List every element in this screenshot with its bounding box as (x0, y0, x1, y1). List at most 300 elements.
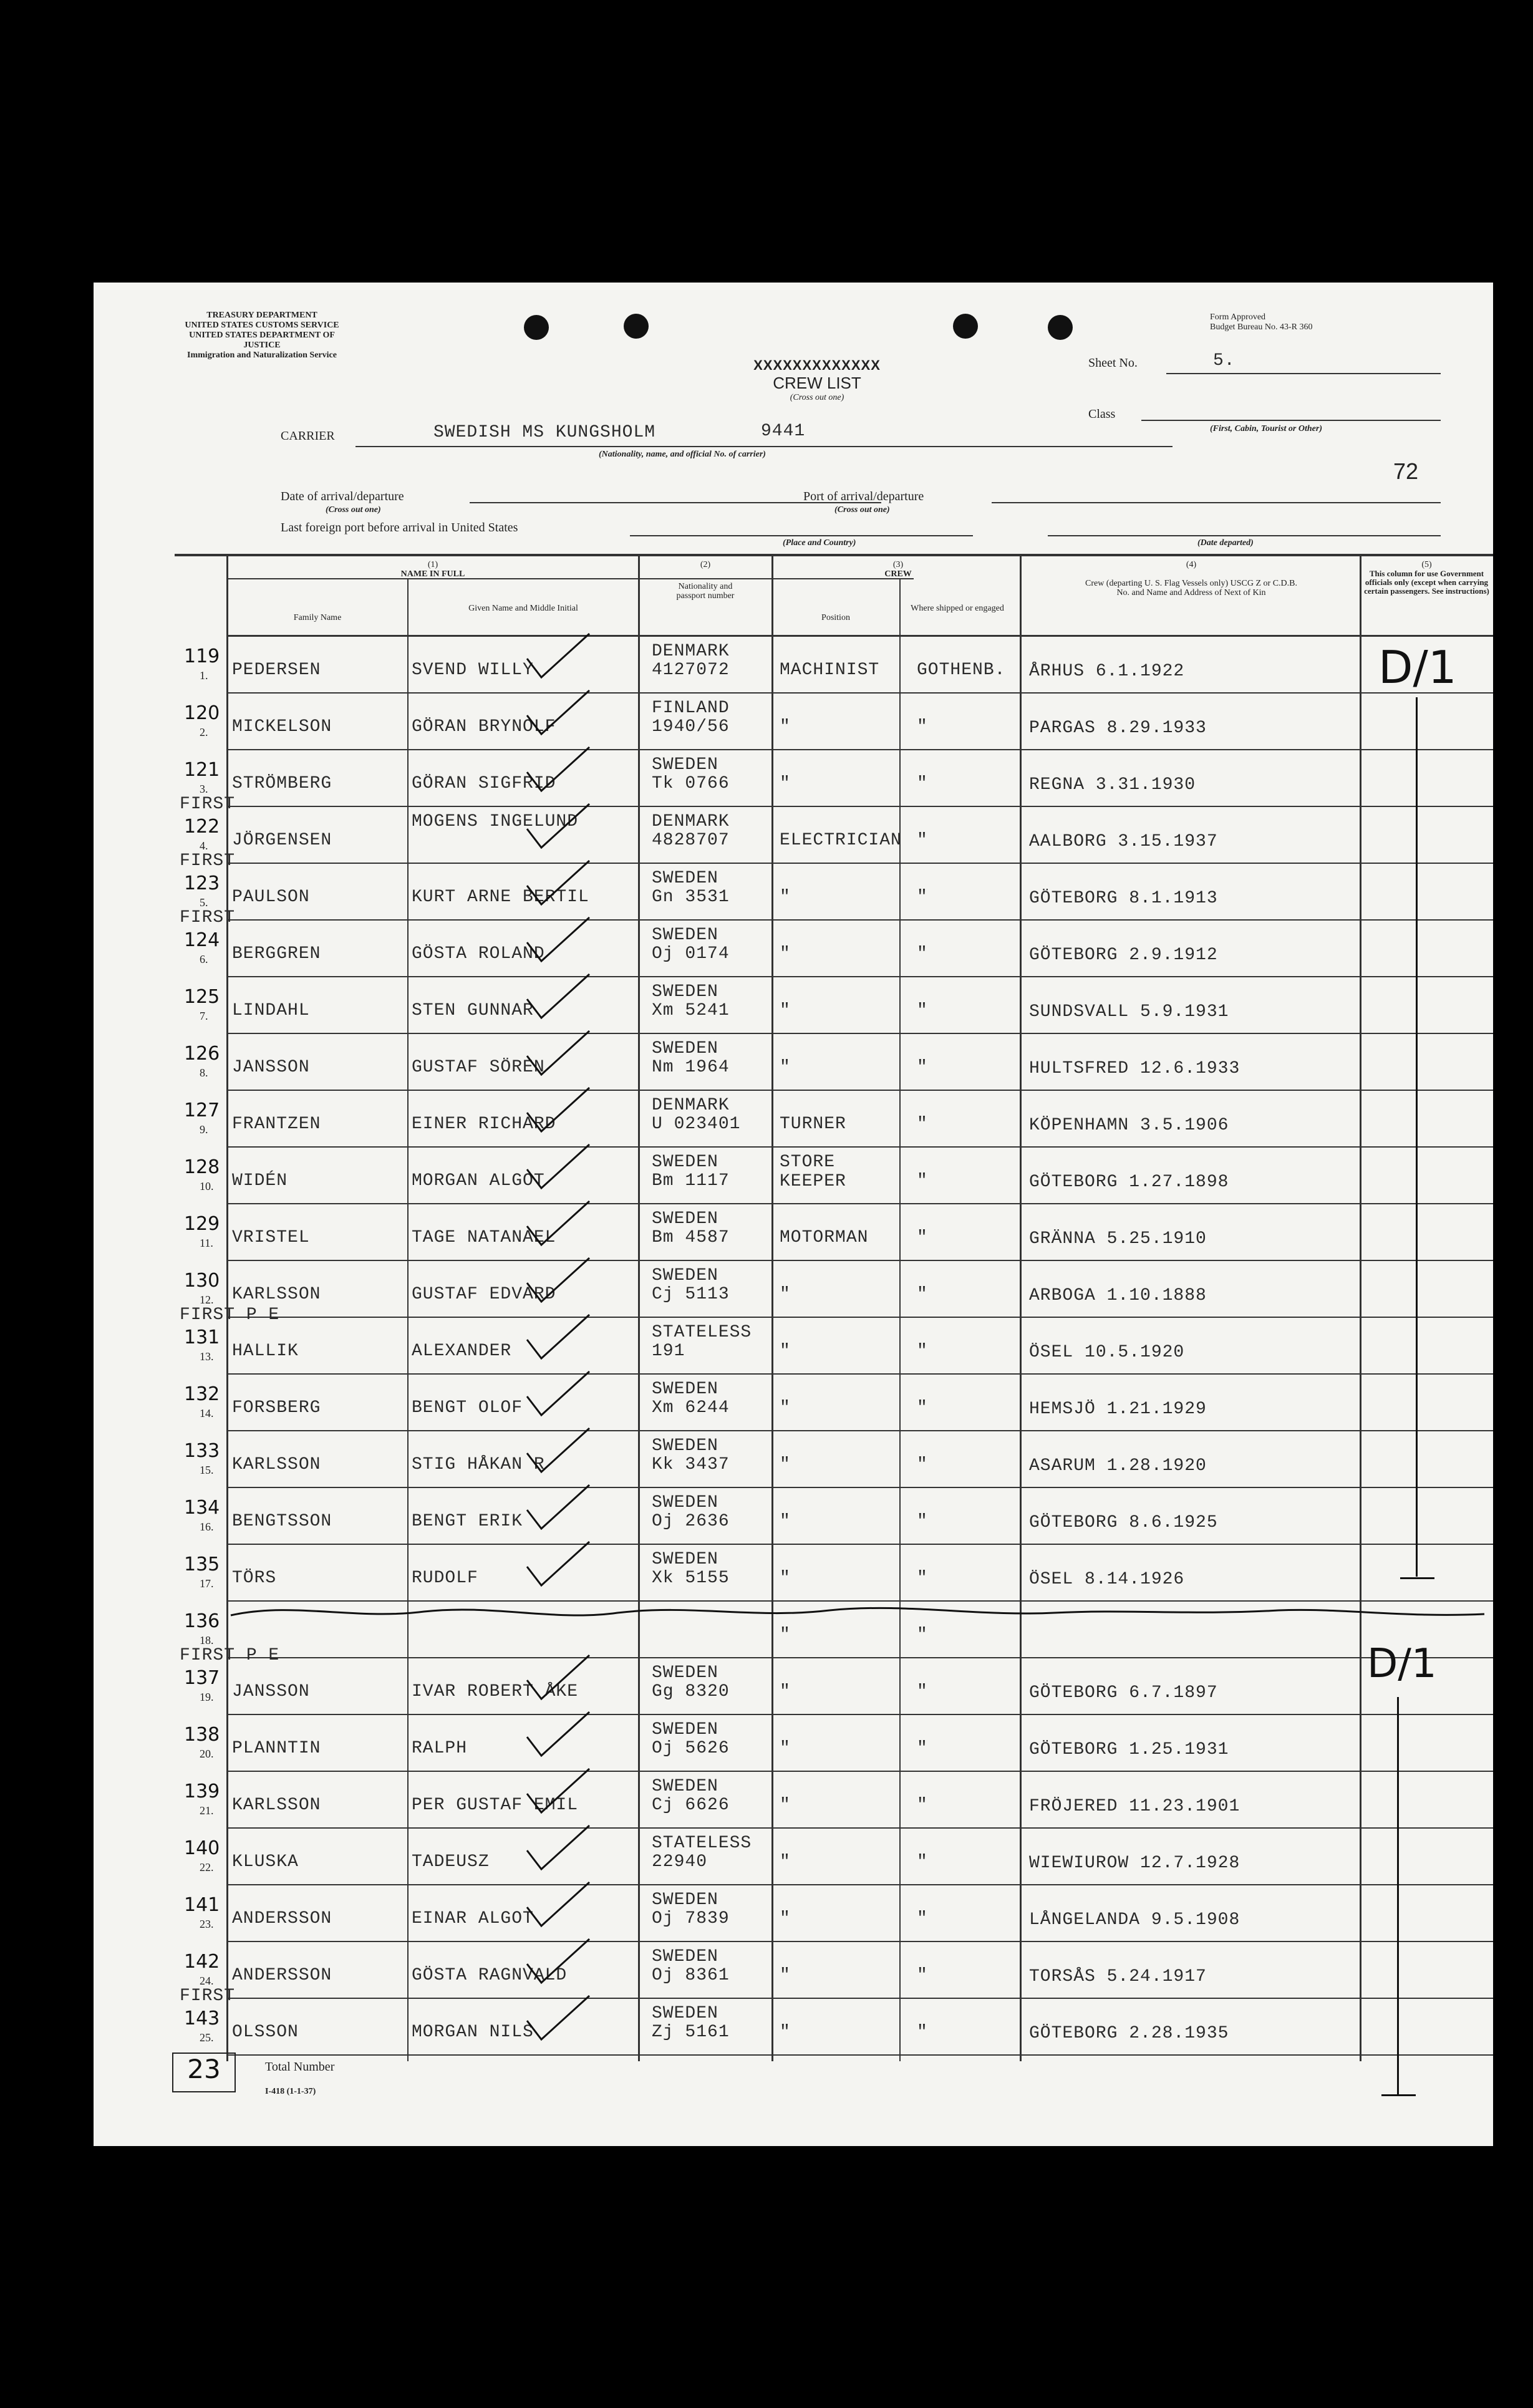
shipped-or-engaged: " (917, 1398, 928, 1418)
handwritten-number: 127 (184, 1100, 220, 1121)
line-number: 3. (200, 783, 208, 795)
next-of-kin: GÖTEBORG 2.9.1912 (1029, 945, 1218, 965)
table-row (94, 694, 1493, 750)
table-row (94, 977, 1493, 1034)
handwritten-number: 125 (184, 986, 220, 1008)
form-approval-line: Form Approved (1210, 312, 1266, 322)
handwritten-number: 131 (184, 1327, 220, 1348)
handwritten-number: 143 (184, 2008, 220, 2029)
next-of-kin: PARGAS 8.29.1933 (1029, 718, 1207, 738)
col-shipped: Where shipped or engaged (911, 604, 1004, 613)
table-row (94, 1148, 1493, 1204)
check-mark-icon (524, 1368, 592, 1418)
check-mark-icon (524, 1652, 592, 1702)
agency-line: UNITED STATES DEPARTMENT OF JUSTICE (189, 331, 335, 350)
shipped-or-engaged: " (917, 1171, 928, 1191)
check-mark-icon (524, 631, 592, 680)
position: MACHINIST (780, 660, 880, 680)
passport-number: Xk 5155 (652, 1569, 730, 1588)
position: " (780, 2023, 791, 2042)
col4-header (1023, 560, 1360, 597)
next-of-kin: GÖTEBORG 1.25.1931 (1029, 1740, 1229, 1759)
position: " (780, 1682, 791, 1701)
given-name: MORGAN ALGOT (412, 1171, 545, 1191)
given-name: STIG HÅKAN R (412, 1455, 545, 1474)
shipped-or-engaged: " (917, 1115, 928, 1134)
check-mark-icon (524, 1993, 592, 2043)
official-annotation: D/1 (1367, 1641, 1437, 1687)
passport-number: Xm 6244 (652, 1398, 730, 1418)
table-row (94, 1772, 1493, 1829)
col2-header (640, 560, 771, 601)
page-number: 72 (1393, 458, 1419, 484)
next-of-kin: WIEWIUROW 12.7.1928 (1029, 1854, 1240, 1873)
shipped-or-engaged: " (917, 1569, 928, 1588)
punch-hole (624, 314, 649, 339)
nationality: FINLAND (652, 699, 730, 718)
table-row (94, 851, 1493, 921)
check-mark-icon (524, 1425, 592, 1475)
position: " (780, 1569, 791, 1588)
family-name: JÖRGENSEN (232, 831, 332, 850)
handwritten-number: 120 (184, 702, 220, 724)
check-mark-icon (524, 1822, 592, 1872)
next-of-kin: AALBORG 3.15.1937 (1029, 832, 1218, 851)
table-row (94, 1715, 1493, 1772)
family-name: PEDERSEN (232, 660, 321, 680)
given-name: MORGAN NILS (412, 2023, 534, 2042)
line-number: 15. (200, 1464, 214, 1476)
passport-number: Xm 5241 (652, 1001, 730, 1020)
position: " (780, 1966, 791, 1985)
port-label: Port of arrival/departure (803, 490, 924, 503)
col-given-name: Given Name and Middle Initial (468, 604, 578, 613)
line-number: 12. (200, 1293, 214, 1306)
given-name: RUDOLF (412, 1569, 478, 1588)
family-name: KARLSSON (232, 1455, 321, 1474)
passport-number: Gg 8320 (652, 1682, 730, 1701)
line-number: 4. (200, 839, 208, 852)
line-number: 22. (200, 1861, 214, 1874)
family-name: KARLSSON (232, 1796, 321, 1815)
shipped-or-engaged: " (917, 717, 928, 737)
title-block (742, 357, 892, 403)
nationality: DENMARK (652, 812, 730, 831)
table-row (94, 1305, 1493, 1375)
shipped-or-engaged: " (917, 1058, 928, 1077)
col4-title: Crew (departing U. S. Flag Vessels only) USCG Z or C.D.B. No. and Name and Address of Next of Kin (1085, 579, 1297, 597)
given-name: KURT ARNE BERTIL (412, 887, 589, 907)
next-of-kin: ARBOGA 1.10.1888 (1029, 1286, 1207, 1305)
line-number: 7. (200, 1010, 208, 1022)
family-name: FORSBERG (232, 1398, 321, 1418)
passport-number: Nm 1964 (652, 1058, 730, 1077)
given-name: GÖSTA RAGNVALD (412, 1966, 568, 1985)
passport-number: Cj 6626 (652, 1796, 730, 1815)
line-number: 25. (200, 2031, 214, 2044)
shipped-or-engaged: " (917, 1966, 928, 1985)
given-name: BENGT OLOF (412, 1398, 523, 1418)
handwritten-number: 122 (184, 816, 220, 838)
next-of-kin: GÖTEBORG 8.1.1913 (1029, 889, 1218, 908)
nationality: SWEDEN (652, 926, 718, 945)
line-number: 9. (200, 1123, 208, 1136)
given-name: BENGT ERIK (412, 1512, 523, 1531)
handwritten-number: 119 (184, 646, 220, 667)
nationality: SWEDEN (652, 1663, 718, 1683)
shipped-or-engaged: " (917, 1512, 928, 1531)
check-mark-icon (524, 1085, 592, 1134)
position: TURNER (780, 1115, 846, 1134)
port-note: (Cross out one) (834, 505, 890, 515)
family-name: OLSSON (232, 2023, 299, 2042)
line-number: 16. (200, 1521, 214, 1533)
position: " (780, 1285, 791, 1304)
passport-number: 191 (652, 1342, 685, 1361)
given-name: TAGE NATANAEL (412, 1228, 556, 1247)
date-note: (Date departed) (1197, 538, 1254, 548)
shipped-or-engaged: " (917, 774, 928, 793)
total-value: 23 (187, 2054, 221, 2084)
table-row (94, 1885, 1493, 1942)
struck-title: XXXXXXXXXXXXX (753, 357, 881, 373)
position: " (780, 774, 791, 793)
next-of-kin: ASARUM 1.28.1920 (1029, 1456, 1207, 1476)
table-row (94, 1091, 1493, 1148)
first-mark: FIRST (180, 908, 236, 927)
family-name: ANDERSSON (232, 1966, 332, 1985)
shipped-or-engaged: " (917, 1285, 928, 1304)
nationality: DENMARK (652, 642, 730, 661)
given-name: IVAR ROBERT ÅKE (412, 1682, 579, 1701)
last-port-label: Last foreign port before arrival in United States (281, 521, 518, 534)
passport-number: Zj 5161 (652, 2023, 730, 2042)
check-mark-icon (524, 801, 592, 851)
family-name: JANSSON (232, 1058, 310, 1077)
position: " (780, 1739, 791, 1758)
carrier-value: SWEDISH MS KUNGSHOLM (433, 423, 656, 442)
table-row (94, 750, 1493, 807)
table-row (94, 795, 1493, 864)
handwritten-number: 128 (184, 1156, 220, 1178)
check-mark-icon (524, 1879, 592, 1929)
next-of-kin: ÖSEL 8.14.1926 (1029, 1570, 1185, 1589)
official-annotation: D/1 (1378, 641, 1457, 694)
col3-number: (3) (892, 560, 904, 569)
next-of-kin: LÅNGELANDA 9.5.1908 (1029, 1910, 1240, 1930)
shipped-or-engaged: " (917, 831, 928, 850)
next-of-kin: GÖTEBORG 8.6.1925 (1029, 1513, 1218, 1532)
given-name: GUSTAF SÖREN (412, 1058, 545, 1077)
table-row (94, 1204, 1493, 1261)
class-label: Class (1088, 407, 1116, 421)
cancel-line (218, 1583, 1491, 1633)
position: " (780, 1342, 791, 1361)
passport-number: Bm 4587 (652, 1228, 730, 1247)
sheet-label: Sheet No. (1088, 356, 1138, 370)
position: " (780, 1001, 791, 1020)
handwritten-number: 130 (184, 1270, 220, 1292)
col-position: Position (821, 613, 850, 622)
given-name: ALEXANDER (412, 1342, 512, 1361)
shipped-or-engaged: " (917, 1455, 928, 1474)
check-mark-icon (524, 744, 592, 794)
next-of-kin: KÖPENHAMN 3.5.1906 (1029, 1116, 1229, 1135)
nationality: SWEDEN (652, 1493, 718, 1512)
position: " (780, 887, 791, 907)
handwritten-number: 126 (184, 1043, 220, 1065)
line-number: 19. (200, 1691, 214, 1703)
first-mark: FIRST P E (180, 1305, 280, 1325)
position: " (780, 1852, 791, 1872)
check-mark-icon (524, 914, 592, 964)
family-name: BENGTSSON (232, 1512, 332, 1531)
nationality: SWEDEN (652, 1380, 718, 1399)
handwritten-number: 129 (184, 1213, 220, 1235)
position: " (780, 1909, 791, 1928)
nationality: SWEDEN (652, 1039, 718, 1058)
shipped-or-engaged: " (917, 887, 928, 907)
handwritten-number: 140 (184, 1837, 220, 1859)
first-mark: FIRST (180, 1986, 236, 2006)
nationality: SWEDEN (652, 755, 718, 775)
table-row (94, 1986, 1493, 2056)
line-number: 5. (200, 896, 208, 909)
handwritten-number: 132 (184, 1383, 220, 1405)
handwritten-number: 139 (184, 1781, 220, 1802)
check-mark-icon (524, 1482, 592, 1532)
check-mark-icon (524, 1141, 592, 1191)
form-number: I-418 (1-1-37) (265, 2087, 316, 2096)
carrier-note: (Nationality, name, and official No. of carrier) (599, 450, 766, 459)
nationality: SWEDEN (652, 2004, 718, 2023)
nationality: STATELESS (652, 1834, 752, 1853)
passport-number: Oj 5626 (652, 1739, 730, 1758)
line-number: 24. (200, 1975, 214, 1987)
punch-hole (1048, 315, 1073, 340)
position: " (780, 1455, 791, 1474)
table-row (94, 1646, 1493, 1715)
sheet-number: 5. (1213, 351, 1236, 370)
handwritten-number: 121 (184, 759, 220, 781)
shipped-or-engaged: " (917, 1625, 928, 1645)
line-number: 6. (200, 953, 208, 965)
passport-number: Oj 7839 (652, 1909, 730, 1928)
family-name: KARLSSON (232, 1285, 321, 1304)
given-name: PER GUSTAF EMIL (412, 1796, 579, 1815)
given-name: SVEND WILLY (412, 660, 534, 680)
nationality: SWEDEN (652, 1436, 718, 1456)
check-mark-icon (524, 1255, 592, 1305)
family-name: KLUSKA (232, 1852, 299, 1872)
passport-number: Gn 3531 (652, 887, 730, 907)
family-name: TÖRS (232, 1569, 277, 1588)
total-box (172, 2053, 236, 2092)
handwritten-number: 136 (184, 1610, 220, 1632)
col3-header (773, 560, 1023, 579)
position: " (780, 717, 791, 737)
carrier-label: CARRIER (281, 429, 335, 443)
line-number: 23. (200, 1918, 214, 1930)
nationality: SWEDEN (652, 1266, 718, 1285)
table-row (94, 1034, 1493, 1091)
line-number: 2. (200, 726, 208, 738)
shipped-or-engaged: " (917, 1739, 928, 1758)
family-name: PAULSON (232, 887, 310, 907)
passport-number: Kk 3437 (652, 1455, 730, 1474)
shipped-or-engaged: " (917, 2023, 928, 2042)
line-number: 20. (200, 1748, 214, 1760)
form-approval (1210, 312, 1372, 332)
next-of-kin: SUNDSVALL 5.9.1931 (1029, 1002, 1229, 1022)
given-name: TADEUSZ (412, 1852, 490, 1872)
given-name: STEN GUNNAR (412, 1001, 534, 1020)
col1-title: NAME IN FULL (400, 569, 465, 579)
shipped-or-engaged: " (917, 1852, 928, 1872)
agency-header (175, 311, 349, 360)
handwritten-number: 135 (184, 1554, 220, 1575)
family-name: WIDÉN (232, 1171, 288, 1191)
check-mark-icon (524, 1709, 592, 1759)
passport-number: Bm 1117 (652, 1171, 730, 1191)
table-row (94, 1829, 1493, 1885)
family-name: JANSSON (232, 1682, 310, 1701)
check-mark-icon (524, 858, 592, 907)
position: " (780, 1398, 791, 1418)
check-mark-icon (524, 1312, 592, 1361)
arrival-note: (Cross out one) (326, 505, 381, 515)
handwritten-number: 138 (184, 1724, 220, 1746)
line-number: 11. (200, 1237, 213, 1249)
form-approval-line: Budget Bureau No. 43-R 360 (1210, 322, 1313, 332)
nationality: SWEDEN (652, 1153, 718, 1172)
check-mark-icon (524, 1766, 592, 1816)
next-of-kin: ÅRHUS 6.1.1922 (1029, 662, 1185, 681)
next-of-kin: REGNA 3.31.1930 (1029, 775, 1196, 795)
col3-title: CREW (884, 569, 912, 579)
line-number: 8. (200, 1066, 208, 1079)
family-name: MICKELSON (232, 717, 332, 737)
passport-number: 22940 (652, 1852, 708, 1872)
passport-number: Tk 0766 (652, 774, 730, 793)
carrier-official-number: 9441 (761, 422, 806, 441)
check-mark-icon (524, 1936, 592, 1986)
position: " (780, 1625, 791, 1645)
shipped-or-engaged: " (917, 1342, 928, 1361)
nationality: STATELESS (652, 1323, 752, 1342)
next-of-kin: FRÖJERED 11.23.1901 (1029, 1797, 1240, 1816)
next-of-kin: HULTSFRED 12.6.1933 (1029, 1059, 1240, 1078)
next-of-kin: GÖTEBORG 1.27.1898 (1029, 1173, 1229, 1192)
table-row (94, 637, 1493, 694)
passport-number: U 023401 (652, 1115, 741, 1134)
passport-number: Oj 8361 (652, 1966, 730, 1985)
col4-number: (4) (1186, 560, 1197, 569)
shipped-or-engaged: " (917, 1228, 928, 1247)
position: " (780, 1796, 791, 1815)
shipped-or-engaged: " (917, 944, 928, 964)
position: ELECTRICIAN (780, 831, 902, 850)
passport-number: 4127072 (652, 660, 730, 680)
col5-title: This column for use Government officials only (except when carrying certain passengers. See instructions) (1364, 569, 1489, 596)
nationality: SWEDEN (652, 1947, 718, 1966)
table-row (94, 1261, 1493, 1318)
col5-header (1363, 560, 1491, 596)
page-title: CREW LIST (773, 374, 861, 392)
table-row (94, 1375, 1493, 1431)
line-number: 18. (200, 1634, 214, 1646)
line-number: 10. (200, 1180, 214, 1192)
handwritten-number: 142 (184, 1951, 220, 1973)
given-name: EINAR ALGOT (412, 1909, 534, 1928)
position: " (780, 1058, 791, 1077)
given-name: GUSTAF EDVARD (412, 1285, 556, 1304)
col1-header (228, 560, 638, 579)
shipped-or-engaged: " (917, 1796, 928, 1815)
next-of-kin: GÖTEBORG 2.28.1935 (1029, 2024, 1229, 2043)
table-row (94, 1488, 1493, 1545)
nationality: SWEDEN (652, 982, 718, 1002)
family-name: LINDAHL (232, 1001, 310, 1020)
check-mark-icon (524, 971, 592, 1021)
passport-number: 1940/56 (652, 717, 730, 737)
passport-number: 4828707 (652, 831, 730, 850)
col2-number: (2) (700, 560, 711, 569)
line-number: 17. (200, 1577, 214, 1590)
punch-hole (953, 314, 978, 339)
next-of-kin: ÖSEL 10.5.1920 (1029, 1343, 1185, 1362)
family-name: STRÖMBERG (232, 774, 332, 793)
handwritten-number: 141 (184, 1894, 220, 1916)
nationality: SWEDEN (652, 1777, 718, 1796)
place-note: (Place and Country) (783, 538, 856, 548)
shipped-or-engaged: " (917, 1682, 928, 1701)
handwritten-number: 124 (184, 929, 220, 951)
agency-line: UNITED STATES CUSTOMS SERVICE (185, 321, 339, 330)
table-row (94, 908, 1493, 977)
position: " (780, 944, 791, 964)
title-note: (Cross out one) (790, 393, 844, 402)
crew-list-document (94, 283, 1493, 2146)
passport-number: Oj 0174 (652, 944, 730, 964)
passport-number: Oj 2636 (652, 1512, 730, 1531)
col1-number: (1) (427, 560, 438, 569)
punch-hole (524, 315, 549, 340)
shipped-or-engaged: " (917, 1001, 928, 1020)
handwritten-number: 137 (184, 1667, 220, 1689)
next-of-kin: GRÄNNA 5.25.1910 (1029, 1229, 1207, 1249)
class-note: (First, Cabin, Tourist or Other) (1210, 424, 1322, 433)
agency-line: Immigration and Naturalization Service (187, 351, 337, 360)
col2-title: Nationality and passport number (676, 582, 735, 601)
family-name: BERGGREN (232, 944, 321, 964)
handwritten-number: 133 (184, 1440, 220, 1462)
given-name: EINER RICHARD (412, 1115, 556, 1134)
table-row (94, 1942, 1493, 1999)
given-name: GÖRAN SIGFRID (412, 774, 556, 793)
total-label: Total Number (265, 2060, 335, 2074)
nationality: DENMARK (652, 1096, 730, 1115)
passport-number: Cj 5113 (652, 1285, 730, 1304)
given-name: RALPH (412, 1739, 468, 1758)
next-of-kin: TORSÅS 5.24.1917 (1029, 1967, 1207, 1986)
given-name: MOGENS INGELUND (412, 812, 579, 831)
nationality: SWEDEN (652, 869, 718, 888)
family-name: PLANNTIN (232, 1739, 321, 1758)
position: MOTORMAN (780, 1228, 869, 1247)
first-mark: FIRST (180, 851, 236, 871)
family-name: VRISTEL (232, 1228, 310, 1247)
